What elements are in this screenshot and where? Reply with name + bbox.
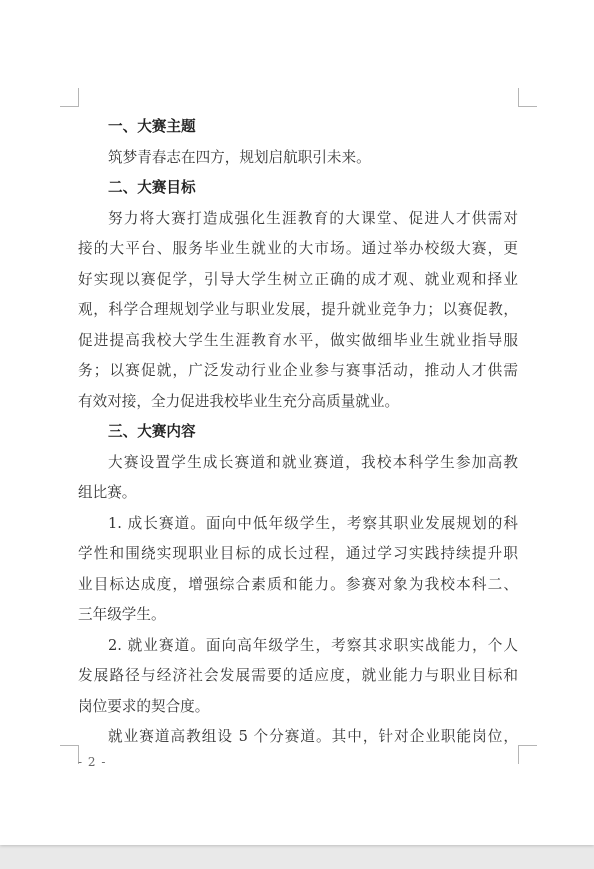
paragraph-line: 岗位要求的契合度。 [78,697,210,715]
paragraph-line: 好实现以赛促学，引导大学生树立正确的成才观、就业观和择业 [78,270,518,288]
paragraph-line: 三年级学生。 [78,606,166,623]
section-heading-goals: 二、大赛目标 [108,179,196,196]
document-body [78,112,518,753]
crop-mark-bottom-right [518,745,537,764]
crop-mark-top-right [518,88,537,107]
paragraph-line: 筑梦青春志在四方，规划启航职引未来。 [108,148,371,166]
paragraph-line: 发展路径与经济社会发展需要的适应度，就业能力与职业目标和 [78,667,518,684]
crop-mark-top-left [60,88,79,107]
paragraph-line: 就业赛道高教组设 5 个分赛道。其中，针对企业职能岗位， [108,728,518,745]
paragraph-line: 学性和围绕实现职业目标的成长过程，通过学习实践持续提升职 [78,545,518,562]
paragraph-line: 1. 成长赛道。面向中低年级学生，考察其职业发展规划的科 [108,514,518,532]
paragraph-line: 务；以赛促就，广泛发动行业企业参与赛事活动，推动人才供需 [78,362,518,379]
page-number: - 2 - [78,755,107,769]
section-heading-theme: 一、大赛主题 [108,118,196,135]
paragraph-line: 接的大平台、服务毕业生就业的大市场。通过举办校级大赛，更 [78,240,518,257]
paragraph-line: 2. 就业赛道。面向高年级学生，考察其求职实战能力，个人 [108,636,518,654]
paragraph-line: 有效对接，全力促进我校毕业生充分高质量就业。 [78,392,400,410]
paragraph-line: 组比赛。 [78,484,137,501]
paragraph-line: 大赛设置学生成长赛道和就业赛道，我校本科学生参加高教 [108,453,518,471]
paragraph-line: 努力将大赛打造成强化生涯教育的大课堂、促进人才供需对 [108,209,518,227]
crop-mark-bottom-left [60,745,79,764]
paragraph-line: 业目标达成度，增强综合素质和能力。参赛对象为我校本科二、 [78,575,518,593]
section-heading-content: 三、大赛内容 [108,423,196,440]
paragraph-line: 促进提高我校大学生生涯教育水平，做实做细毕业生就业指导服 [78,331,518,349]
paragraph-line: 观，科学合理规划学业与职业发展，提升就业竞争力；以赛促教， [78,301,518,318]
